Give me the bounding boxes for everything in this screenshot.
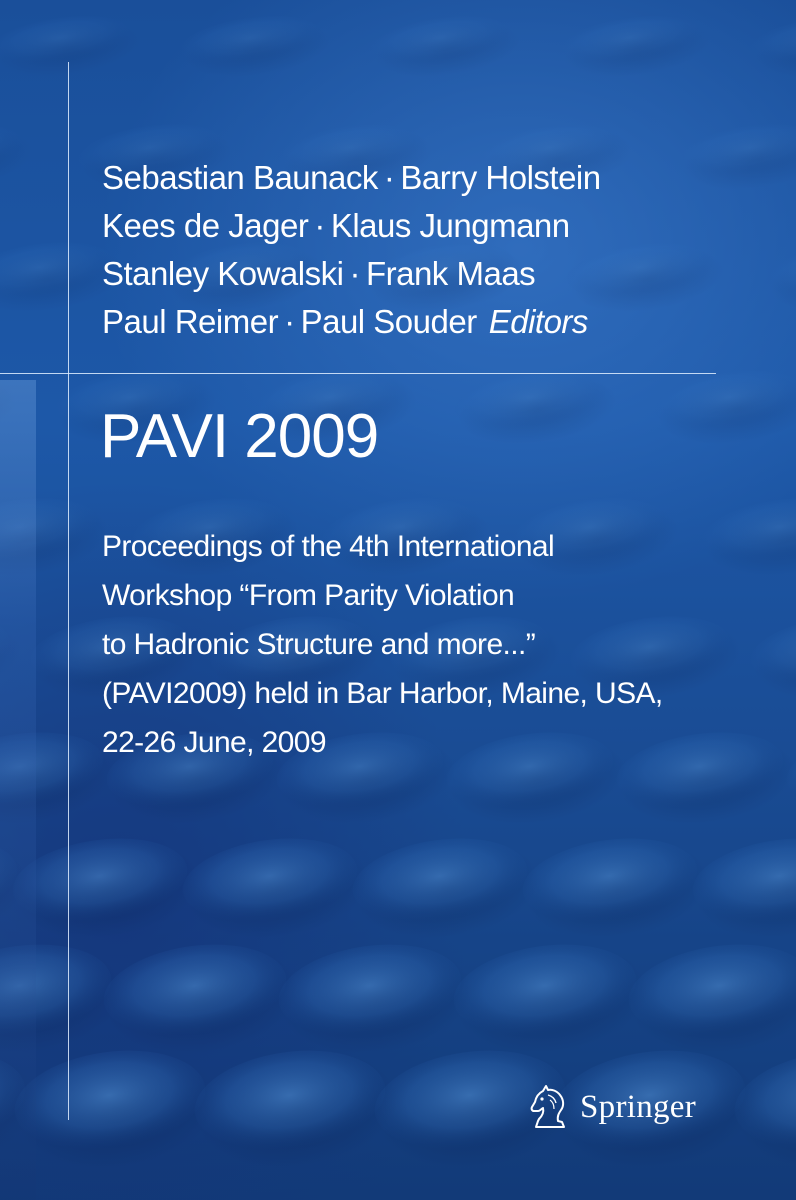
publisher-imprint: [528, 1082, 696, 1132]
vertical-rule: [68, 62, 69, 1120]
editor-name: Stanley Kowalski: [102, 255, 344, 292]
editor-name: Barry Holstein: [400, 159, 601, 196]
editor-name: Paul Souder: [300, 303, 477, 340]
springer-knight-logo-icon: [528, 1083, 572, 1131]
name-separator: ·: [314, 207, 325, 244]
editors-role-label: Editors: [488, 303, 588, 340]
editors-line: [102, 298, 601, 346]
subtitle-line: (PAVI2009) held in Bar Harbor, Maine, USA,: [102, 677, 663, 710]
editor-name: Sebastian Baunack: [102, 159, 378, 196]
publisher-name: Springer: [580, 1088, 697, 1125]
name-separator: ·: [383, 159, 395, 196]
subtitle-line: Workshop “From Parity Violation: [102, 579, 515, 612]
editors-list: [102, 154, 601, 346]
name-separator: ·: [349, 255, 360, 292]
subtitle-line: Proceedings of the 4th International: [102, 530, 555, 563]
editor-name: Paul Reimer: [102, 303, 279, 340]
editor-name: Klaus Jungmann: [330, 207, 570, 244]
name-separator: ·: [284, 303, 295, 340]
editors-line: [102, 202, 601, 250]
horizontal-rule: [0, 373, 716, 374]
subtitle-line: 22-26 June, 2009: [102, 726, 326, 759]
editors-line: [102, 250, 601, 298]
book-subtitle: [102, 522, 663, 767]
subtitle-line: to Hadronic Structure and more...”: [102, 628, 536, 661]
editors-line: [102, 154, 601, 202]
book-title: PAVI 2009: [100, 402, 379, 471]
left-accent-strip: [0, 380, 36, 1200]
editor-name: Kees de Jager: [102, 207, 309, 244]
editor-name: Frank Maas: [365, 255, 536, 292]
